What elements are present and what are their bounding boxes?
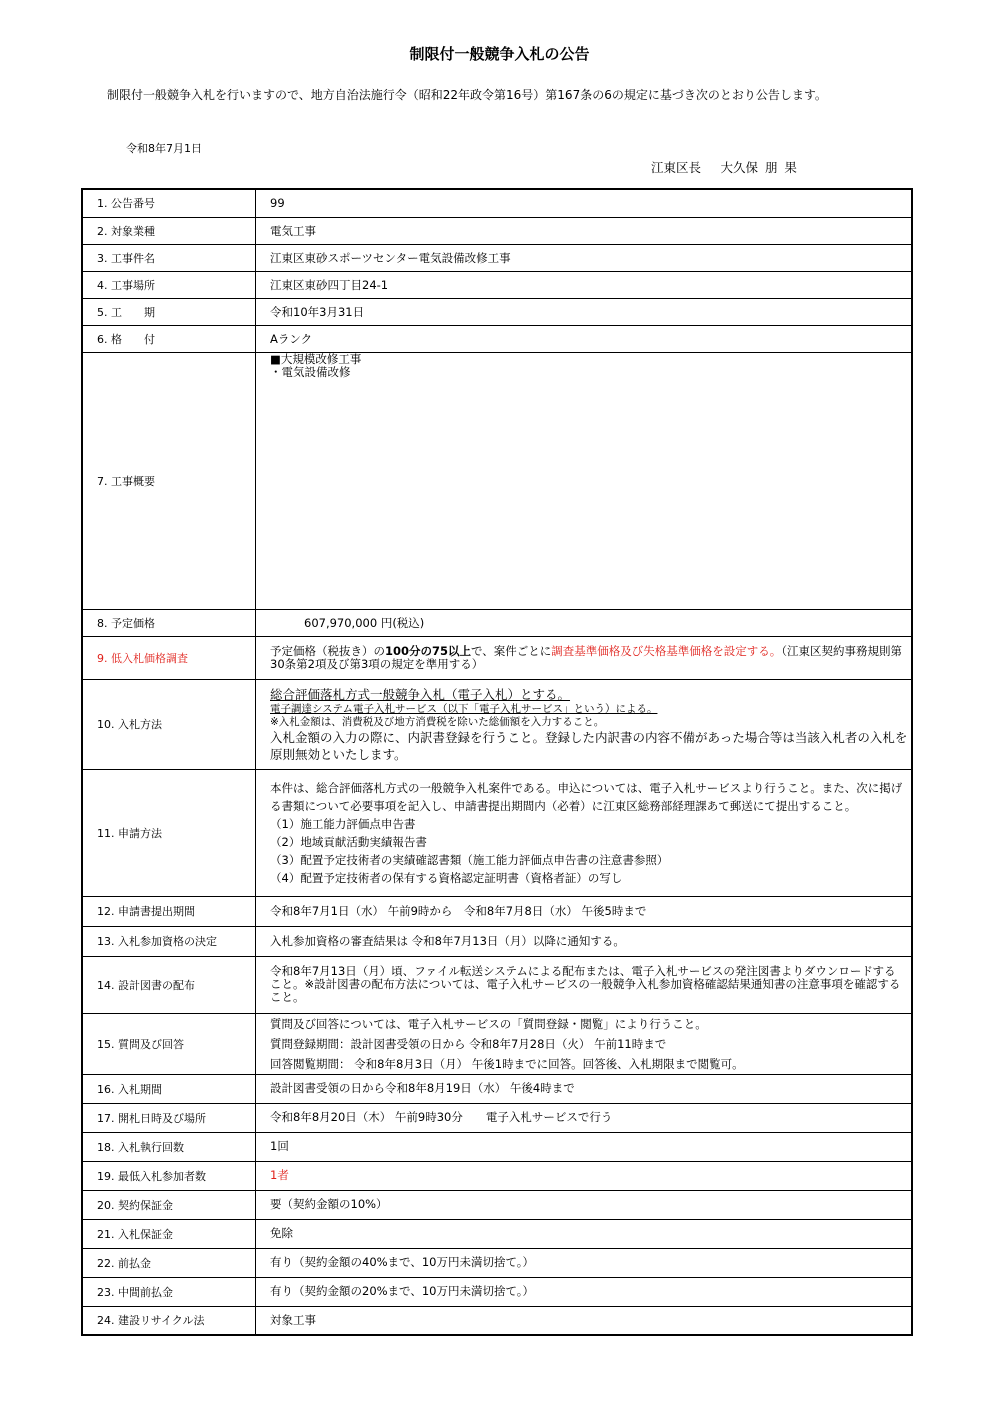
row-value — [256, 1013, 913, 1074]
text-segment: 予定価格（税抜き）の — [270, 643, 385, 658]
row-value: 99 — [256, 189, 913, 217]
row-value: 令和10年3月31日 — [256, 298, 913, 325]
row-label: 15. 質問及び回答 — [82, 1013, 256, 1074]
row-value: 免除 — [256, 1219, 913, 1248]
row-label: 17. 開札日時及び場所 — [82, 1103, 256, 1132]
table-row — [82, 1132, 912, 1161]
row-value — [256, 679, 913, 769]
table-row — [82, 352, 912, 609]
row-label: 9. 低入札価格調査 — [82, 636, 256, 679]
row-label: 23. 中間前払金 — [82, 1277, 256, 1306]
row-value: 1者 — [256, 1161, 913, 1190]
table-row — [82, 1248, 912, 1277]
application-line: （1）施工能力評価点申告書 — [270, 816, 416, 831]
table-row — [82, 609, 912, 636]
table-row — [82, 1013, 912, 1074]
application-line: （3）配置予定技術者の実績確認書類（施工能力評価点申告書の注意書参照） — [270, 852, 669, 867]
table-row — [82, 1074, 912, 1103]
application-line: （2）地域貢献活動実績報告書 — [270, 834, 427, 849]
overview-line: ・電気設備改修 — [270, 364, 351, 379]
notice-table — [81, 188, 913, 1336]
table-row — [82, 325, 912, 352]
row-label: 24. 建設リサイクル法 — [82, 1306, 256, 1335]
table-row — [82, 217, 912, 244]
row-label: 21. 入札保証金 — [82, 1219, 256, 1248]
row-value: 令和8年7月13日（月）頃、ファイル転送システムによる配布または、電子入札サービスの発注図書よりダウンロードすること。※設計図書の配布方法については、電子入札サービスの一般競争入札参加資格確認結果通知書の注意事項を確認すること。 — [256, 956, 913, 1013]
table-row — [82, 298, 912, 325]
row-label: 1. 公告番号 — [82, 189, 256, 217]
overview-line: ■大規模改修工事 — [270, 351, 362, 366]
row-label: 13. 入札参加資格の決定 — [82, 926, 256, 956]
row-label: 8. 予定価格 — [82, 609, 256, 636]
qa-line: 質問及び回答については、電子入札サービスの「質問登録・閲覧」により行うこと。 — [270, 1016, 707, 1031]
table-row — [82, 189, 912, 217]
row-value: 江東区東砂四丁目24-1 — [256, 271, 913, 298]
table-row — [82, 636, 912, 679]
row-label: 20. 契約保証金 — [82, 1190, 256, 1219]
row-value: 607,970,000 円(税込) — [256, 609, 913, 636]
table-row — [82, 1161, 912, 1190]
row-value: 入札参加資格の審査結果は 令和8年7月13日（月）以降に通知する。 — [256, 926, 913, 956]
table-row — [82, 244, 912, 271]
row-value: Aランク — [256, 325, 913, 352]
application-line: （4）配置予定技術者の保有する資格認定証明書（資格者証）の写し — [270, 870, 623, 885]
method-line: 総合評価落札方式一般競争入札（電子入札）とする。 — [270, 686, 571, 702]
row-label: 19. 最低入札参加者数 — [82, 1161, 256, 1190]
table-row — [82, 1277, 912, 1306]
row-value: 対象工事 — [256, 1306, 913, 1335]
row-label: 2. 対象業種 — [82, 217, 256, 244]
qa-line: 回答閲覧期間： 令和8年8月3日（月） 午後1時までに回答。回答後、入札期限まで閲覧可。 — [270, 1056, 744, 1071]
qa-line: 質問登録期間：設計図書受領の日から 令和8年7月28日（火） 午前11時まで — [270, 1036, 667, 1051]
row-label: 11. 申請方法 — [82, 769, 256, 896]
row-value: 設計図書受領の日から令和8年8月19日（水） 午後4時まで — [256, 1074, 913, 1103]
row-value: 令和8年8月20日（木） 午前9時30分 電子入札サービスで行う — [256, 1103, 913, 1132]
text-segment: 100分の75以上 — [385, 643, 472, 658]
table-row — [82, 1103, 912, 1132]
row-label: 12. 申請書提出期間 — [82, 896, 256, 926]
table-row — [82, 679, 912, 769]
row-label: 22. 前払金 — [82, 1248, 256, 1277]
table-row — [82, 1219, 912, 1248]
signer: 江東区長 大久保 朋 果 — [651, 160, 797, 175]
application-line: 本件は、総合評価落札方式の一般競争入札案件である。申込については、電子入札サービスより行うこと。また、次に掲げる書類について必要事項を記入し、申請書提出期間内（必着）に江東区総務部経理課あて郵送にて提出すること。 — [270, 780, 903, 813]
table-row — [82, 1306, 912, 1335]
row-label: 16. 入札期間 — [82, 1074, 256, 1103]
method-line: 入札金額の入力の際に、内訳書登録を行うこと。登録した内訳書の内容不備があった場合等は当該入札者の入札を原則無効といたします。 — [270, 729, 908, 762]
row-value — [256, 636, 913, 679]
table-row — [82, 926, 912, 956]
row-value: 江東区東砂スポーツセンター電気設備改修工事 — [256, 244, 913, 271]
row-value: 令和8年7月1日（水） 午前9時から 令和8年7月8日（水） 午後5時まで — [256, 896, 913, 926]
row-label: 4. 工事場所 — [82, 271, 256, 298]
row-value: 要（契約金額の10%） — [256, 1190, 913, 1219]
page-title: 制限付一般競争入札の公告 — [409, 45, 590, 63]
row-label: 10. 入札方法 — [82, 679, 256, 769]
row-value: 有り（契約金額の40%まで、10万円未満切捨て。） — [256, 1248, 913, 1277]
table-row — [82, 769, 912, 896]
method-line: ※入札金額は、消費税及び地方消費税を除いた総価額を入力すること。 — [270, 715, 605, 728]
row-label: 14. 設計図書の配布 — [82, 956, 256, 1013]
table-row — [82, 956, 912, 1013]
text-segment: で、案件ごとに — [471, 643, 552, 658]
row-value — [256, 769, 913, 896]
intro-paragraph: 制限付一般競争入札を行いますので、地方自治法施行令（昭和22年政令第16号）第167条の6の規定に基づき次のとおり公告します。 — [107, 88, 827, 102]
row-label: 7. 工事概要 — [82, 352, 256, 609]
table-row — [82, 896, 912, 926]
row-label: 18. 入札執行回数 — [82, 1132, 256, 1161]
table-row — [82, 1190, 912, 1219]
row-label: 3. 工事件名 — [82, 244, 256, 271]
text-segment: 調査基準価格及び失格基準価格を設定する。 — [551, 643, 782, 658]
text-segment: （江東区契約事務規則第30条第2項及び第3項の規定を準用する） — [270, 643, 903, 671]
table-row — [82, 271, 912, 298]
row-value: 1回 — [256, 1132, 913, 1161]
row-label: 5. 工 期 — [82, 298, 256, 325]
row-value: 有り（契約金額の20%まで、10万円未満切捨て。） — [256, 1277, 913, 1306]
row-label: 6. 格 付 — [82, 325, 256, 352]
row-value — [256, 352, 913, 609]
notice-date: 令和8年7月1日 — [126, 142, 202, 155]
row-value: 電気工事 — [256, 217, 913, 244]
method-line: 電子調達システム電子入札サービス（以下「電子入札サービス」という）による。 — [270, 702, 658, 715]
